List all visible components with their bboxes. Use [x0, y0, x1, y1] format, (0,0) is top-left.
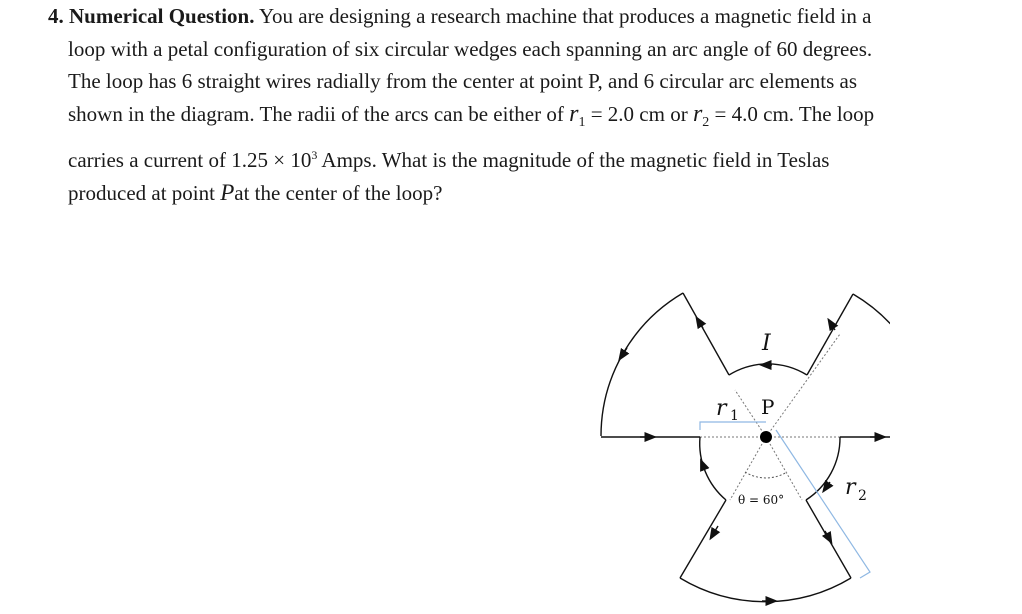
question-line-2: loop with a petal configuration of six circular wedges each spanning an arc angle of 60 degrees.: [68, 36, 873, 61]
radial-wire-2: [807, 294, 853, 375]
label-theta: θ = 60°: [738, 493, 785, 507]
current-loop: [601, 293, 890, 602]
theta-arc: [745, 472, 787, 478]
large-arc-bottom: [680, 578, 851, 602]
label-r2-sub: 2: [858, 488, 867, 504]
question-line-4: shown in the diagram. The radii of the arcs can be either of $r_1 = 2.0$ cm or $r_2 = 4.0$ cm. The loop: [68, 100, 875, 130]
question-line-3: The loop has 6 straight wires radially from the center at point P, and 6 circular arc elements as: [68, 69, 857, 93]
question-number: 4.: [48, 4, 64, 28]
large-arc-left: [601, 293, 683, 436]
radial-wire-5: [680, 500, 726, 578]
question-line-1: You are designing a research machine that produces a magnetic field in a: [258, 4, 872, 28]
question-text: [48, 0, 1008, 209]
question-title: Numerical Question.: [69, 4, 255, 28]
guide-lines: [700, 334, 890, 500]
r1-subscript: 1: [578, 114, 586, 130]
question-paragraph: [48, 0, 1008, 209]
radial-wire-4: [806, 500, 851, 578]
small-arc-lower-right: [806, 437, 840, 500]
current-direction-arrows: [621, 320, 890, 601]
question-line-6: produced at point Pat the center of the loop?: [68, 179, 443, 205]
label-r1: r: [716, 396, 727, 421]
r1-symbol: r: [569, 100, 579, 127]
r2-bracket: [776, 430, 870, 578]
label-current-I: I: [762, 331, 771, 356]
r2-symbol: r: [692, 100, 703, 127]
label-P: P: [761, 395, 775, 419]
question-body: [48, 0, 1008, 209]
r1-value: = 2.0 cm or: [585, 101, 693, 126]
radial-wire-1: [683, 293, 729, 375]
label-r2: r: [845, 475, 856, 500]
question-line-5: carries a current of $1.25 \times 10^3$ Amps. What is the magnitude of the magnetic field in Teslas: [68, 148, 830, 173]
label-r1-sub: 1: [730, 408, 739, 424]
small-arc-lower-left: [700, 437, 726, 500]
current-exponent: 3: [311, 148, 318, 163]
large-arc-right: [853, 294, 890, 437]
r2-value: = 4.0 cm. The loop: [709, 101, 875, 126]
center-point-P: [760, 431, 772, 443]
petal-loop-diagram: [590, 280, 890, 610]
point-P-symbol: P: [220, 179, 235, 205]
r2-subscript: 2: [702, 114, 710, 130]
